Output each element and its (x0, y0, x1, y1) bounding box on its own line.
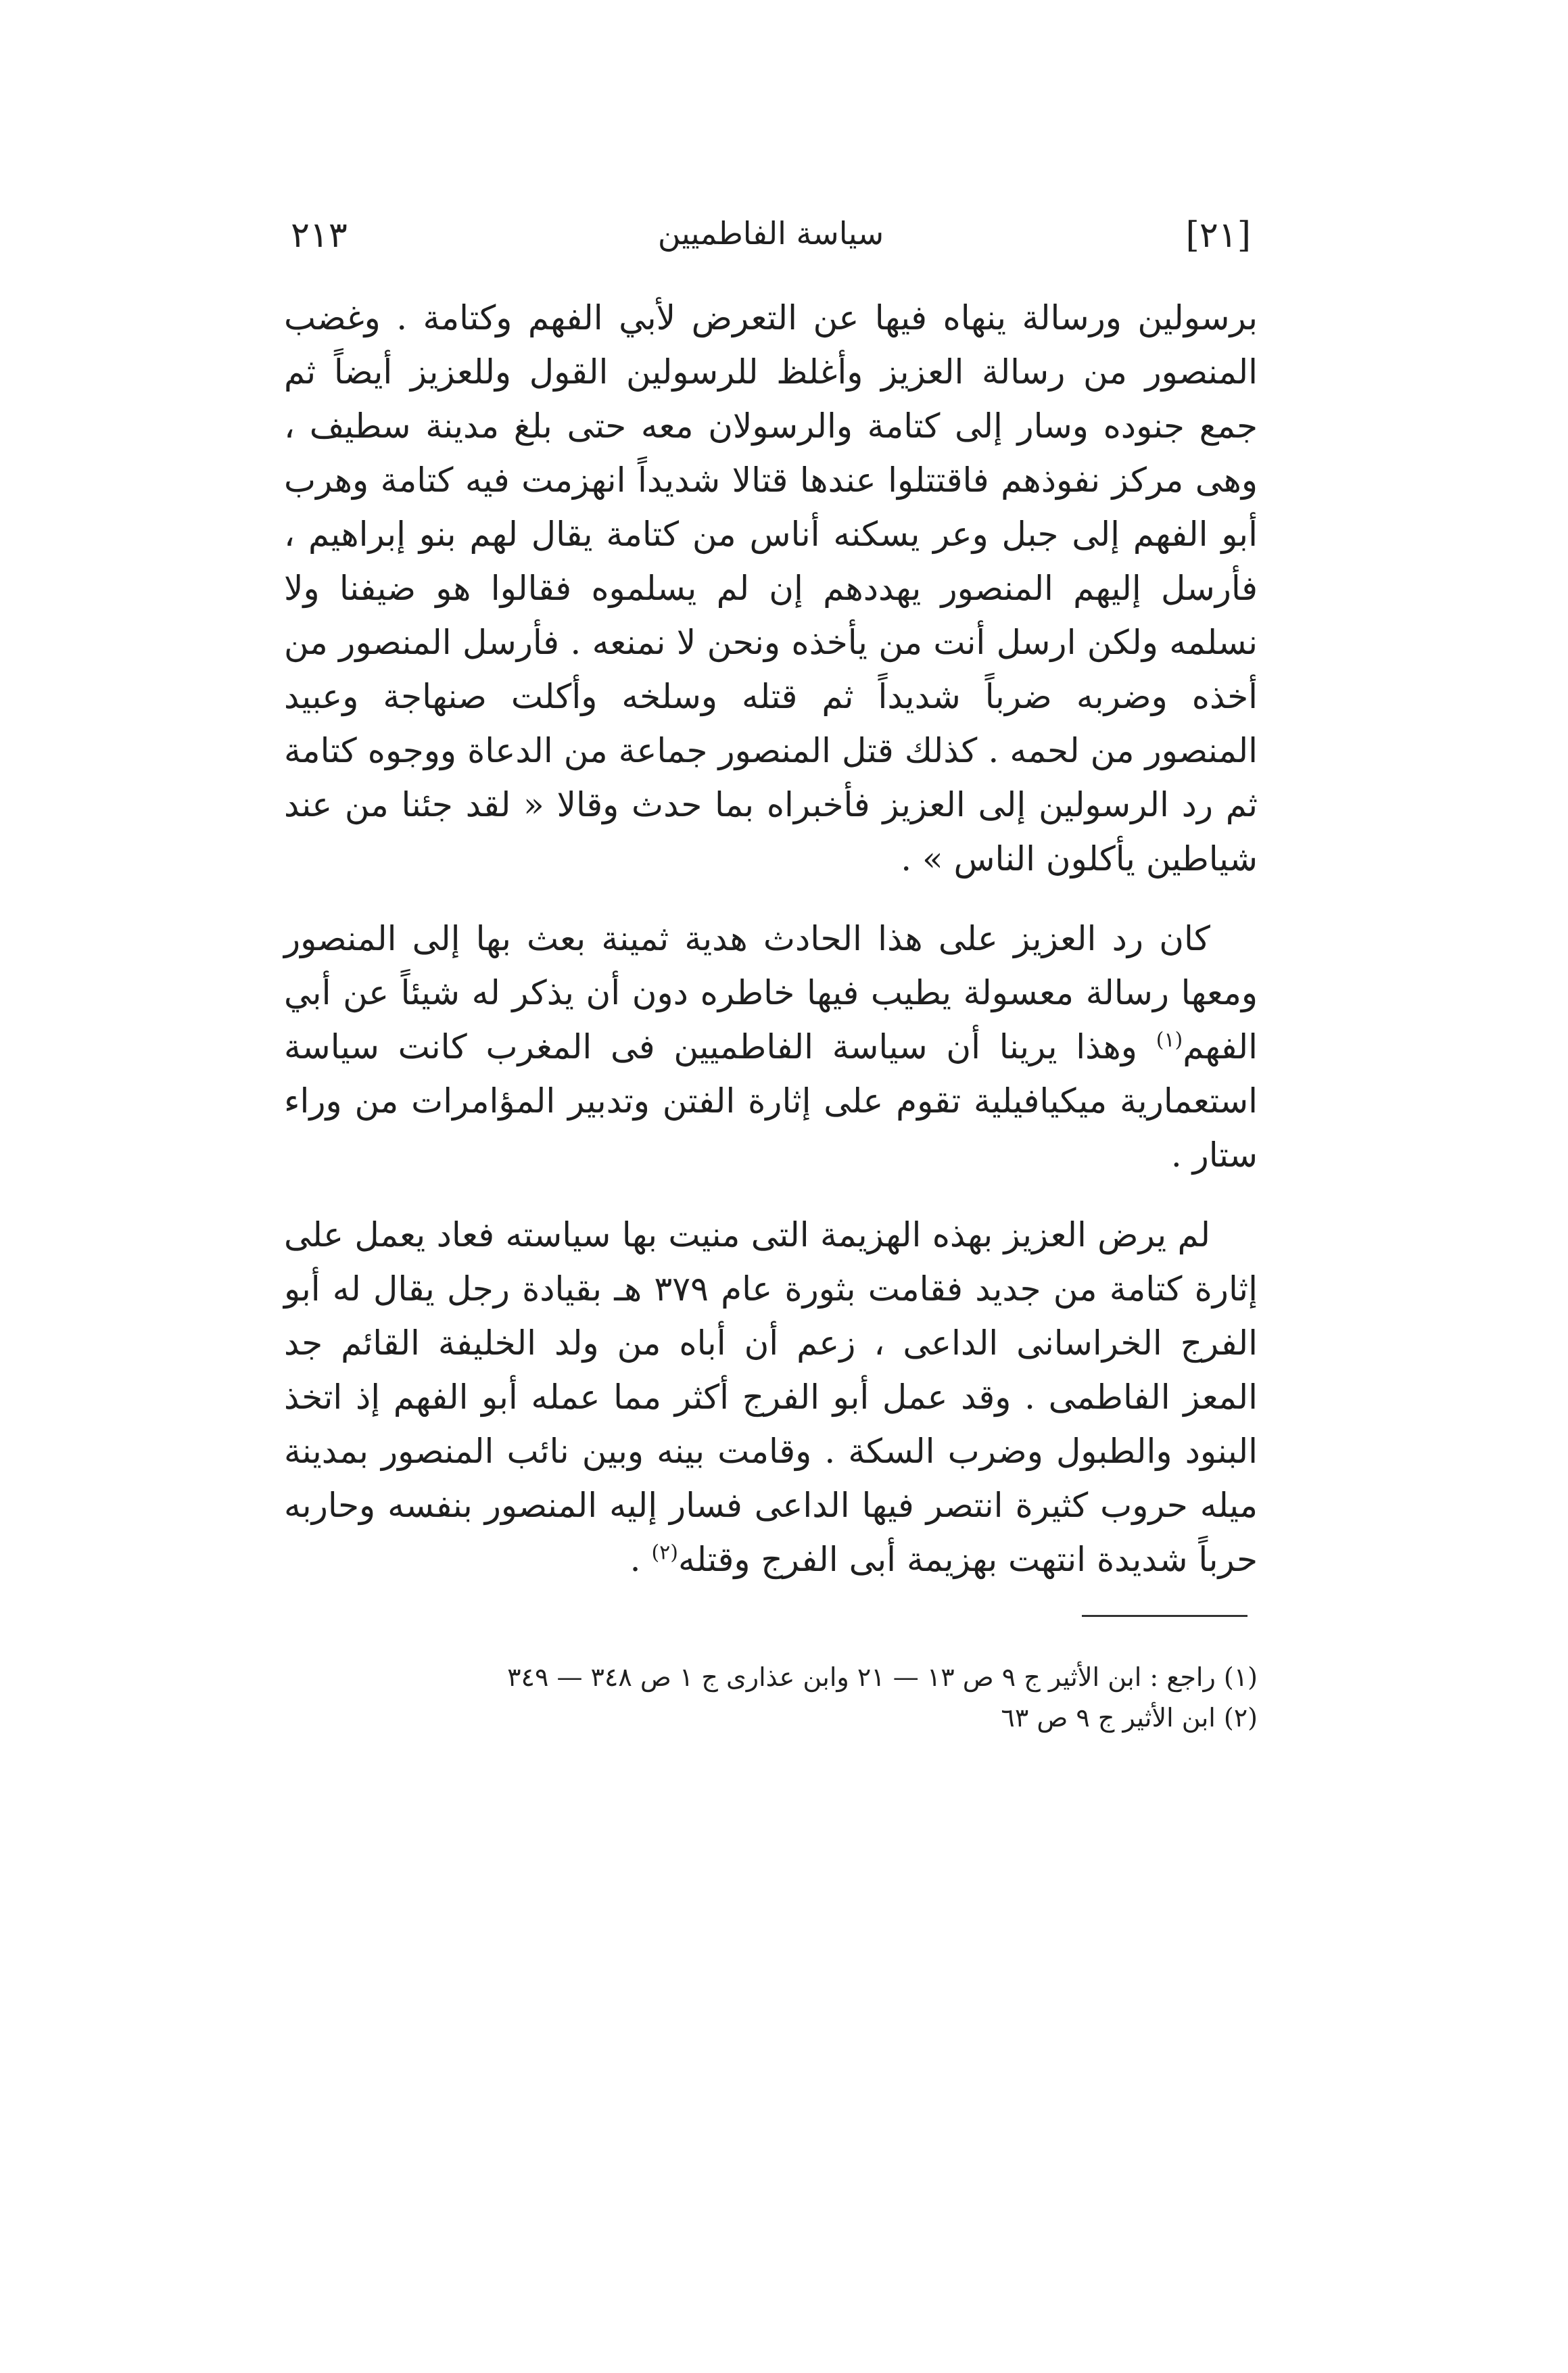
paragraph-3-text-before: لم يرض العزيز بهذه الهزيمة التى منيت بها سياسته فعاد يعمل على إثارة كتامة من جديد فقامت بثورة عام ٣٧٩ هـ بقيادة رجل يقال له أبو الفرج الخراسانى الداعى ، زعم أن أباه من ولد الخليفة القائم جد المعز الفاطمى . وقد عمل أبو الفرج أكثر مما عمله أبو الفهم إذ اتخذ البنود والطبول وضرب السكة . وقامت بينه وبين نائب المنصور بمدينة ميله حروب كثيرة انتصر فيها الداعى فسار إليه المنصور بنفسه وحاربه حرباً شديدة انتهت بهزيمة أبى الفرج وقتله (284, 1215, 1258, 1579)
paragraph-2-text-before: كان رد العزيز على هذا الحادث هدية ثمينة بعث بها إلى المنصور ومعها رسالة معسولة يطيب فيها خاطره دون أن يذكر له شيئاً عن أبي الفهم (284, 919, 1258, 1066)
paragraph-2-text-after: وهذا يرينا أن سياسة الفاطميين فى المغرب كانت سياسة استعمارية ميكيافيلية تقوم على إثارة الفتن وتدبير المؤامرات من وراء ستار . (284, 1027, 1258, 1175)
footnote-1: (١) راجع : ابن الأثير ج ٩ ص ١٣ — ٢١ وابن عذارى ج ١ ص ٣٤٨ — ٣٤٩ (507, 1662, 1258, 1692)
page-header (291, 215, 1251, 262)
footnote-mark-2: (٢) (651, 1541, 679, 1565)
body-text (284, 291, 1258, 1612)
page-number: ٢١٣ (291, 215, 348, 256)
footnote-mark-1: (١) (1156, 1028, 1183, 1052)
paragraph-2 (284, 912, 1258, 1182)
running-title: سياسة الفاطميين (657, 215, 884, 252)
paragraph-3-text-after: . (629, 1540, 652, 1579)
chapter-number: [٢١] (1185, 215, 1251, 256)
footnotes (365, 1657, 1258, 1738)
paragraph-3 (284, 1208, 1258, 1587)
footnote-divider (1082, 1615, 1248, 1617)
paragraph-1-text: برسولين ورسالة ينهاه فيها عن التعرض لأبي الفهم وكتامة . وغضب المنصور من رسالة العزيز وأغلظ للرسولين القول وللعزيز أيضاً ثم جمع جنوده وسار إلى كتامة والرسولان معه حتى بلغ مدينة سطيف ، وهى مركز نفوذهم فاقتتلوا عندها قتالا شديداً انهزمت فيه كتامة وهرب أبو الفهم إلى جبل وعر يسكنه أناس من كتامة يقال لهم بنو إبراهيم ، فأرسل إليهم المنصور يهددهم إن لم يسلموه فقالوا هو ضيفنا ولا نسلمه ولكن ارسل أنت من يأخذه ونحن لا نمنعه . فأرسل المنصور من أخذه وضربه ضرباً شديداً ثم قتله وسلخه وأكلت صنهاجة وعبيد المنصور من لحمه . كذلك قتل المنصور جماعة من الدعاة ووجوه كتامة ثم رد الرسولين إلى العزيز فأخبراه بما حدث وقالا « لقد جئنا من عند شياطين يأكلون الناس » . (284, 298, 1258, 878)
footnote-2: (٢) ابن الأثير ج ٩ ص ٦٣ (1001, 1703, 1258, 1733)
paragraph-1 (284, 291, 1258, 886)
